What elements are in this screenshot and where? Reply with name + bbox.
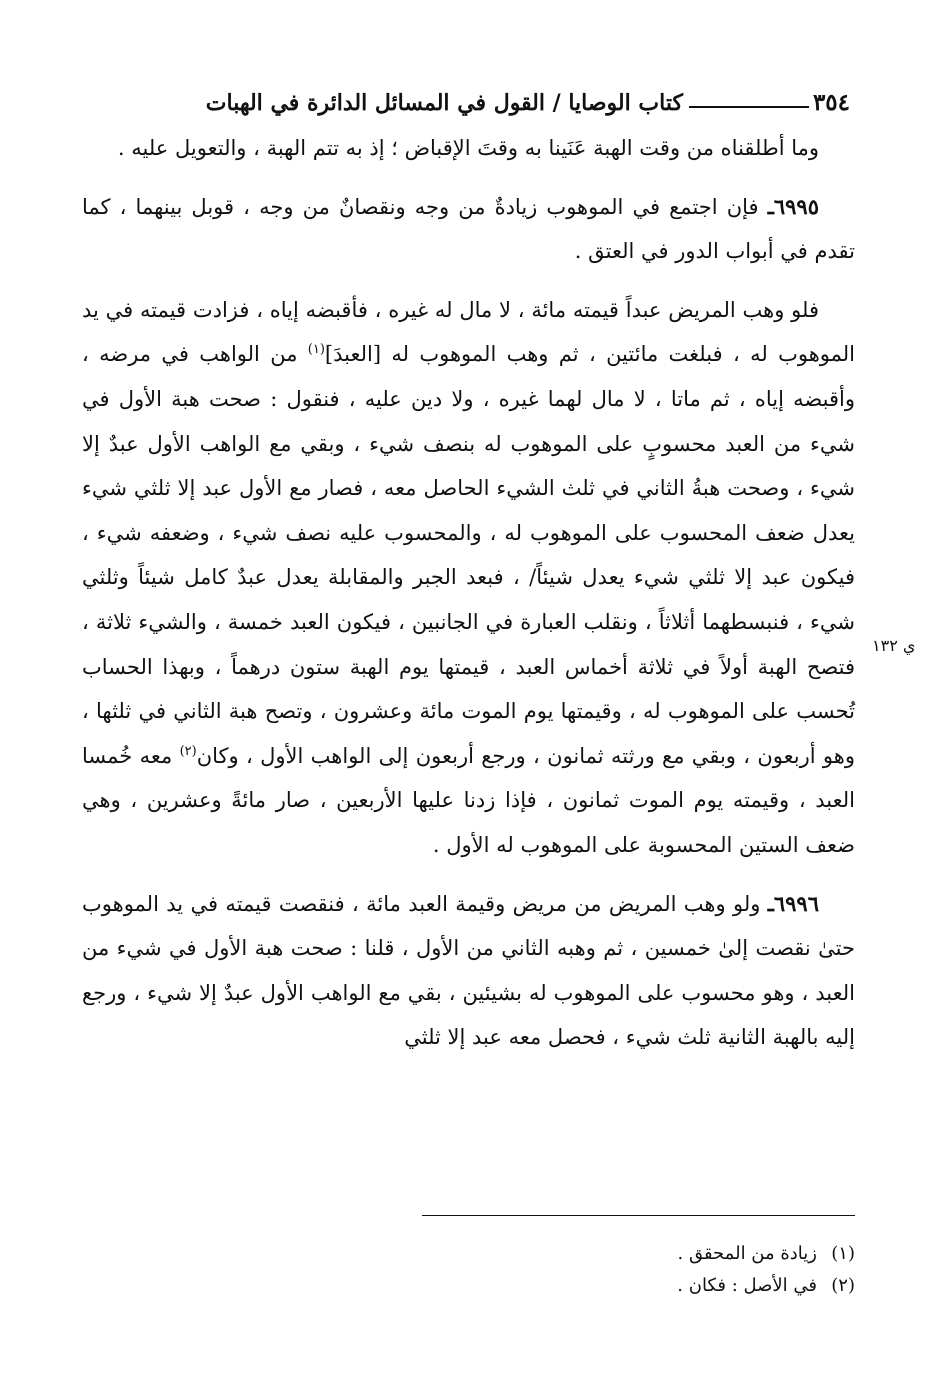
running-header [82, 76, 850, 116]
paragraph [82, 126, 855, 171]
main-text [82, 126, 855, 1060]
footnote [400, 1270, 855, 1302]
footnote-ref: (٢) [179, 743, 197, 759]
footnote-ref: (١) [307, 342, 325, 358]
paragraph-issue-6995 [82, 185, 855, 274]
paragraph [82, 288, 855, 868]
paragraph-text: فإن اجتمع في الموهوب زيادةٌ من وجه ونقصانٌ من وجه ، قوبل بينهما ، كما تقدم في أبواب الدور في العتق . [82, 194, 855, 264]
paragraph-text: ولو وهب المريض من مريض وقيمة العبد مائة ، فنقصت قيمته في يد الموهوب حتىٰ نقصت إلىٰ خمسين ، ثم وهبه الثاني من الأول ، قلنا : صحت هبة الأول في شيء من العبد ، وهو محسوب على الموهوب له بشيئين ، بقي مع الواهب الأول عبدٌ إلا شيء ، ورجع إليه بالهبة الثانية ثلث شيء ، فحصل معه عبد إلا ثلثي [82, 891, 855, 1050]
footnote-number: (١) [831, 1243, 855, 1264]
issue-number: ٦٩٩٥ـ [767, 193, 819, 219]
paragraph-text: وما أطلقناه من وقت الهبة عَنَينا به وقتَ الإقباض ؛ إذ به تتم الهبة ، والتعويل عليه . [117, 136, 819, 160]
paragraph-issue-6996 [82, 882, 855, 1060]
footnote-number: (٢) [831, 1275, 855, 1296]
footnote-text: زيادة من المحقق . [677, 1243, 817, 1264]
footnote [400, 1238, 855, 1270]
footnotes [400, 1238, 855, 1302]
header-rule [689, 106, 809, 108]
paragraph-text: من الواهب في مرضه ، وأقبضه إياه ، ثم ماتا ، لا مال لهما غيره ، ولا دين عليه ، فنقول : صحت هبة الأول في شيء من العبد محسوبٍ على الموهوب له بنصف شيء ، وبقي مع الواهب الأول عبدٌ إلا شيء ، وصحت هبةُ الثاني في ثلث الشيء الحاصل معه ، فصار مع الأول عبد إلا ثلثي شيء يعدل ضعف المحسوب على الموهوب له ، والمحسوب عليه نصف شيء ، وضعفه شيء ، فيكون عبد إلا ثلثي شيء يعدل شيئاً/ ، فبعد الجبر والمقابلة يعدل عبدٌ كامل شيئاً وثلثي شيء ، فنبسطهما أثلاثاً ، ونقلب العبارة في الجانبين ، فيكون العبد خمسة ، والشيء ثلاثة ، فتصح الهبة أولاً في ثلاثة أخماس العبد ، قيمتها يوم الهبة ستون درهماً ، وبهذا الحساب تُحسب على الموهوب له ، وقيمتها يوم الموت مائة وعشرون ، وتصح هبة الثاني في ثلثها ، وهو أربعون ، وبقي مع ورثته ثمانون ، ورجع أربعون إلى الواهب الأول ، وكان [82, 342, 855, 768]
issue-number: ٦٩٩٦ـ [767, 890, 819, 916]
manuscript-folio-note: ي ١٣٢ [872, 636, 916, 655]
page-number: ٣٥٤ [812, 89, 850, 116]
paragraph-text: فلو وهب المريض عبداً قيمته مائة ، لا مال له غيره ، فأقبضه إياه ، فزادت قيمته في يد الموهوب له ، فبلغت مائتين ، ثم وهب الموهوب له [العبدَ] [82, 297, 855, 367]
footnote-separator [422, 1215, 855, 1216]
running-title: كتاب الوصايا / القول في المسائل الدائرة في الهبات [205, 90, 683, 116]
paragraph-text: معه خُمسا العبد ، وقيمته يوم الموت ثمانون ، فإذا زدنا عليها الأربعين ، صار مائةً وعشرين ، وهي ضعف الستين المحسوبة على الموهوب له الأول . [82, 743, 855, 857]
footnote-text: في الأصل : فكان . [677, 1275, 817, 1296]
